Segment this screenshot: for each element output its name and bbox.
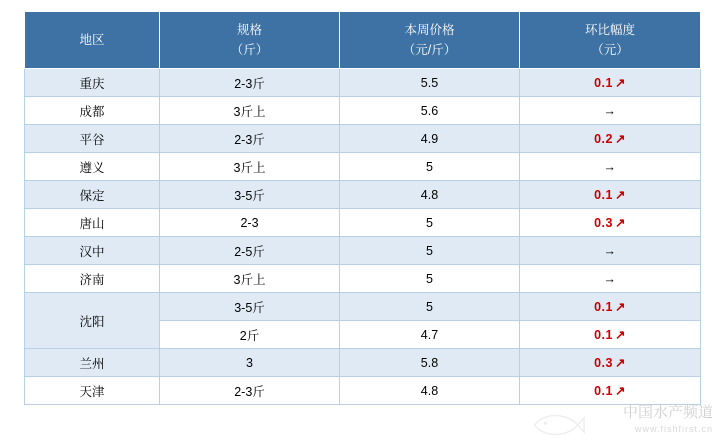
column-header-spec-line1: 规格 xyxy=(236,23,262,37)
cell-price: 5 xyxy=(340,237,520,265)
cell-change xyxy=(520,181,701,209)
table-header-row xyxy=(25,12,701,69)
table-row xyxy=(25,97,701,125)
site-watermark xyxy=(623,404,713,438)
arrow-flat-icon: → xyxy=(603,103,617,118)
cell-spec: 3 xyxy=(160,349,340,377)
arrow-flat-icon: → xyxy=(603,243,617,258)
cell-change xyxy=(520,237,701,265)
arrow-up-icon: ↗ xyxy=(614,132,626,146)
price-table-container xyxy=(24,11,700,405)
arrow-up-icon: ↗ xyxy=(614,188,626,202)
cell-spec: 2-3 xyxy=(160,209,340,237)
cell-price: 4.8 xyxy=(340,377,520,405)
cell-price: 4.7 xyxy=(340,321,520,349)
table-row xyxy=(25,265,701,293)
cell-region: 唐山 xyxy=(25,209,160,237)
column-header-change xyxy=(520,12,701,69)
column-header-price-line2: （元/斤） xyxy=(402,43,457,57)
cell-region: 汉中 xyxy=(25,237,160,265)
cell-change xyxy=(520,125,701,153)
table-row xyxy=(25,153,701,181)
arrow-up-icon: ↗ xyxy=(614,356,626,370)
cell-price: 5.5 xyxy=(340,69,520,97)
cell-spec: 2-5斤 xyxy=(160,237,340,265)
cell-change xyxy=(520,153,701,181)
cell-spec: 2-3斤 xyxy=(160,69,340,97)
cell-price: 5.8 xyxy=(340,349,520,377)
cell-change xyxy=(520,321,701,349)
cell-change xyxy=(520,377,701,405)
table-row xyxy=(25,209,701,237)
arrow-up-icon: ↗ xyxy=(614,384,626,398)
cell-change xyxy=(520,349,701,377)
cell-region: 重庆 xyxy=(25,69,160,97)
change-value: 0.1 xyxy=(594,76,613,90)
cell-spec: 3-5斤 xyxy=(160,293,340,321)
column-header-change-line2: （元） xyxy=(591,43,629,57)
cell-region: 济南 xyxy=(25,265,160,293)
cell-price: 5 xyxy=(340,293,520,321)
table-row xyxy=(25,181,701,209)
cell-price: 5.6 xyxy=(340,97,520,125)
cell-spec: 3斤上 xyxy=(160,153,340,181)
column-header-change-line1: 环比幅度 xyxy=(584,23,635,37)
arrow-up-icon: ↗ xyxy=(614,300,626,314)
cell-price: 5 xyxy=(340,265,520,293)
fish-watermark-icon xyxy=(531,408,585,442)
table-row xyxy=(25,237,701,265)
price-table xyxy=(24,11,701,405)
cell-price: 5 xyxy=(340,209,520,237)
cell-region: 保定 xyxy=(25,181,160,209)
cell-change xyxy=(520,69,701,97)
cell-region: 沈阳 xyxy=(25,293,160,349)
change-value: 0.2 xyxy=(594,132,613,146)
change-value: 0.3 xyxy=(594,356,613,370)
cell-change xyxy=(520,209,701,237)
arrow-up-icon: ↗ xyxy=(614,216,626,230)
change-value: 0.1 xyxy=(594,300,613,314)
cell-change xyxy=(520,293,701,321)
arrow-flat-icon: → xyxy=(603,159,617,174)
arrow-flat-icon: → xyxy=(603,271,617,286)
change-value: 0.3 xyxy=(594,216,613,230)
change-value: 0.1 xyxy=(594,384,613,398)
cell-region: 平谷 xyxy=(25,125,160,153)
arrow-up-icon: ↗ xyxy=(614,328,626,342)
table-row xyxy=(25,293,701,321)
table-row xyxy=(25,69,701,97)
column-header-region-line1: 地区 xyxy=(79,33,105,47)
cell-region: 天津 xyxy=(25,377,160,405)
table-body xyxy=(25,69,701,405)
cell-change xyxy=(520,97,701,125)
watermark-main: 中国水产频道 xyxy=(622,404,713,421)
arrow-up-icon: ↗ xyxy=(614,76,626,90)
cell-spec: 3斤上 xyxy=(160,265,340,293)
cell-price: 4.9 xyxy=(340,125,520,153)
cell-region: 成都 xyxy=(25,97,160,125)
cell-spec: 2-3斤 xyxy=(160,377,340,405)
cell-price: 5 xyxy=(340,153,520,181)
cell-change xyxy=(520,265,701,293)
watermark-sub: www.fishfirst.cn xyxy=(634,424,713,434)
change-value: 0.1 xyxy=(594,188,613,202)
cell-price: 4.8 xyxy=(340,181,520,209)
column-header-spec xyxy=(160,12,340,69)
cell-spec: 2斤 xyxy=(160,321,340,349)
table-row xyxy=(25,377,701,405)
table-row xyxy=(25,125,701,153)
cell-spec: 3-5斤 xyxy=(160,181,340,209)
column-header-price-line1: 本周价格 xyxy=(404,23,455,37)
cell-region: 遵义 xyxy=(25,153,160,181)
cell-region: 兰州 xyxy=(25,349,160,377)
cell-spec: 2-3斤 xyxy=(160,125,340,153)
table-row xyxy=(25,349,701,377)
column-header-spec-line2: （斤） xyxy=(230,43,269,57)
change-value: 0.1 xyxy=(594,328,613,342)
table-header xyxy=(25,12,701,69)
column-header-price xyxy=(340,12,520,69)
column-header-region xyxy=(25,12,160,69)
cell-spec: 3斤上 xyxy=(160,97,340,125)
